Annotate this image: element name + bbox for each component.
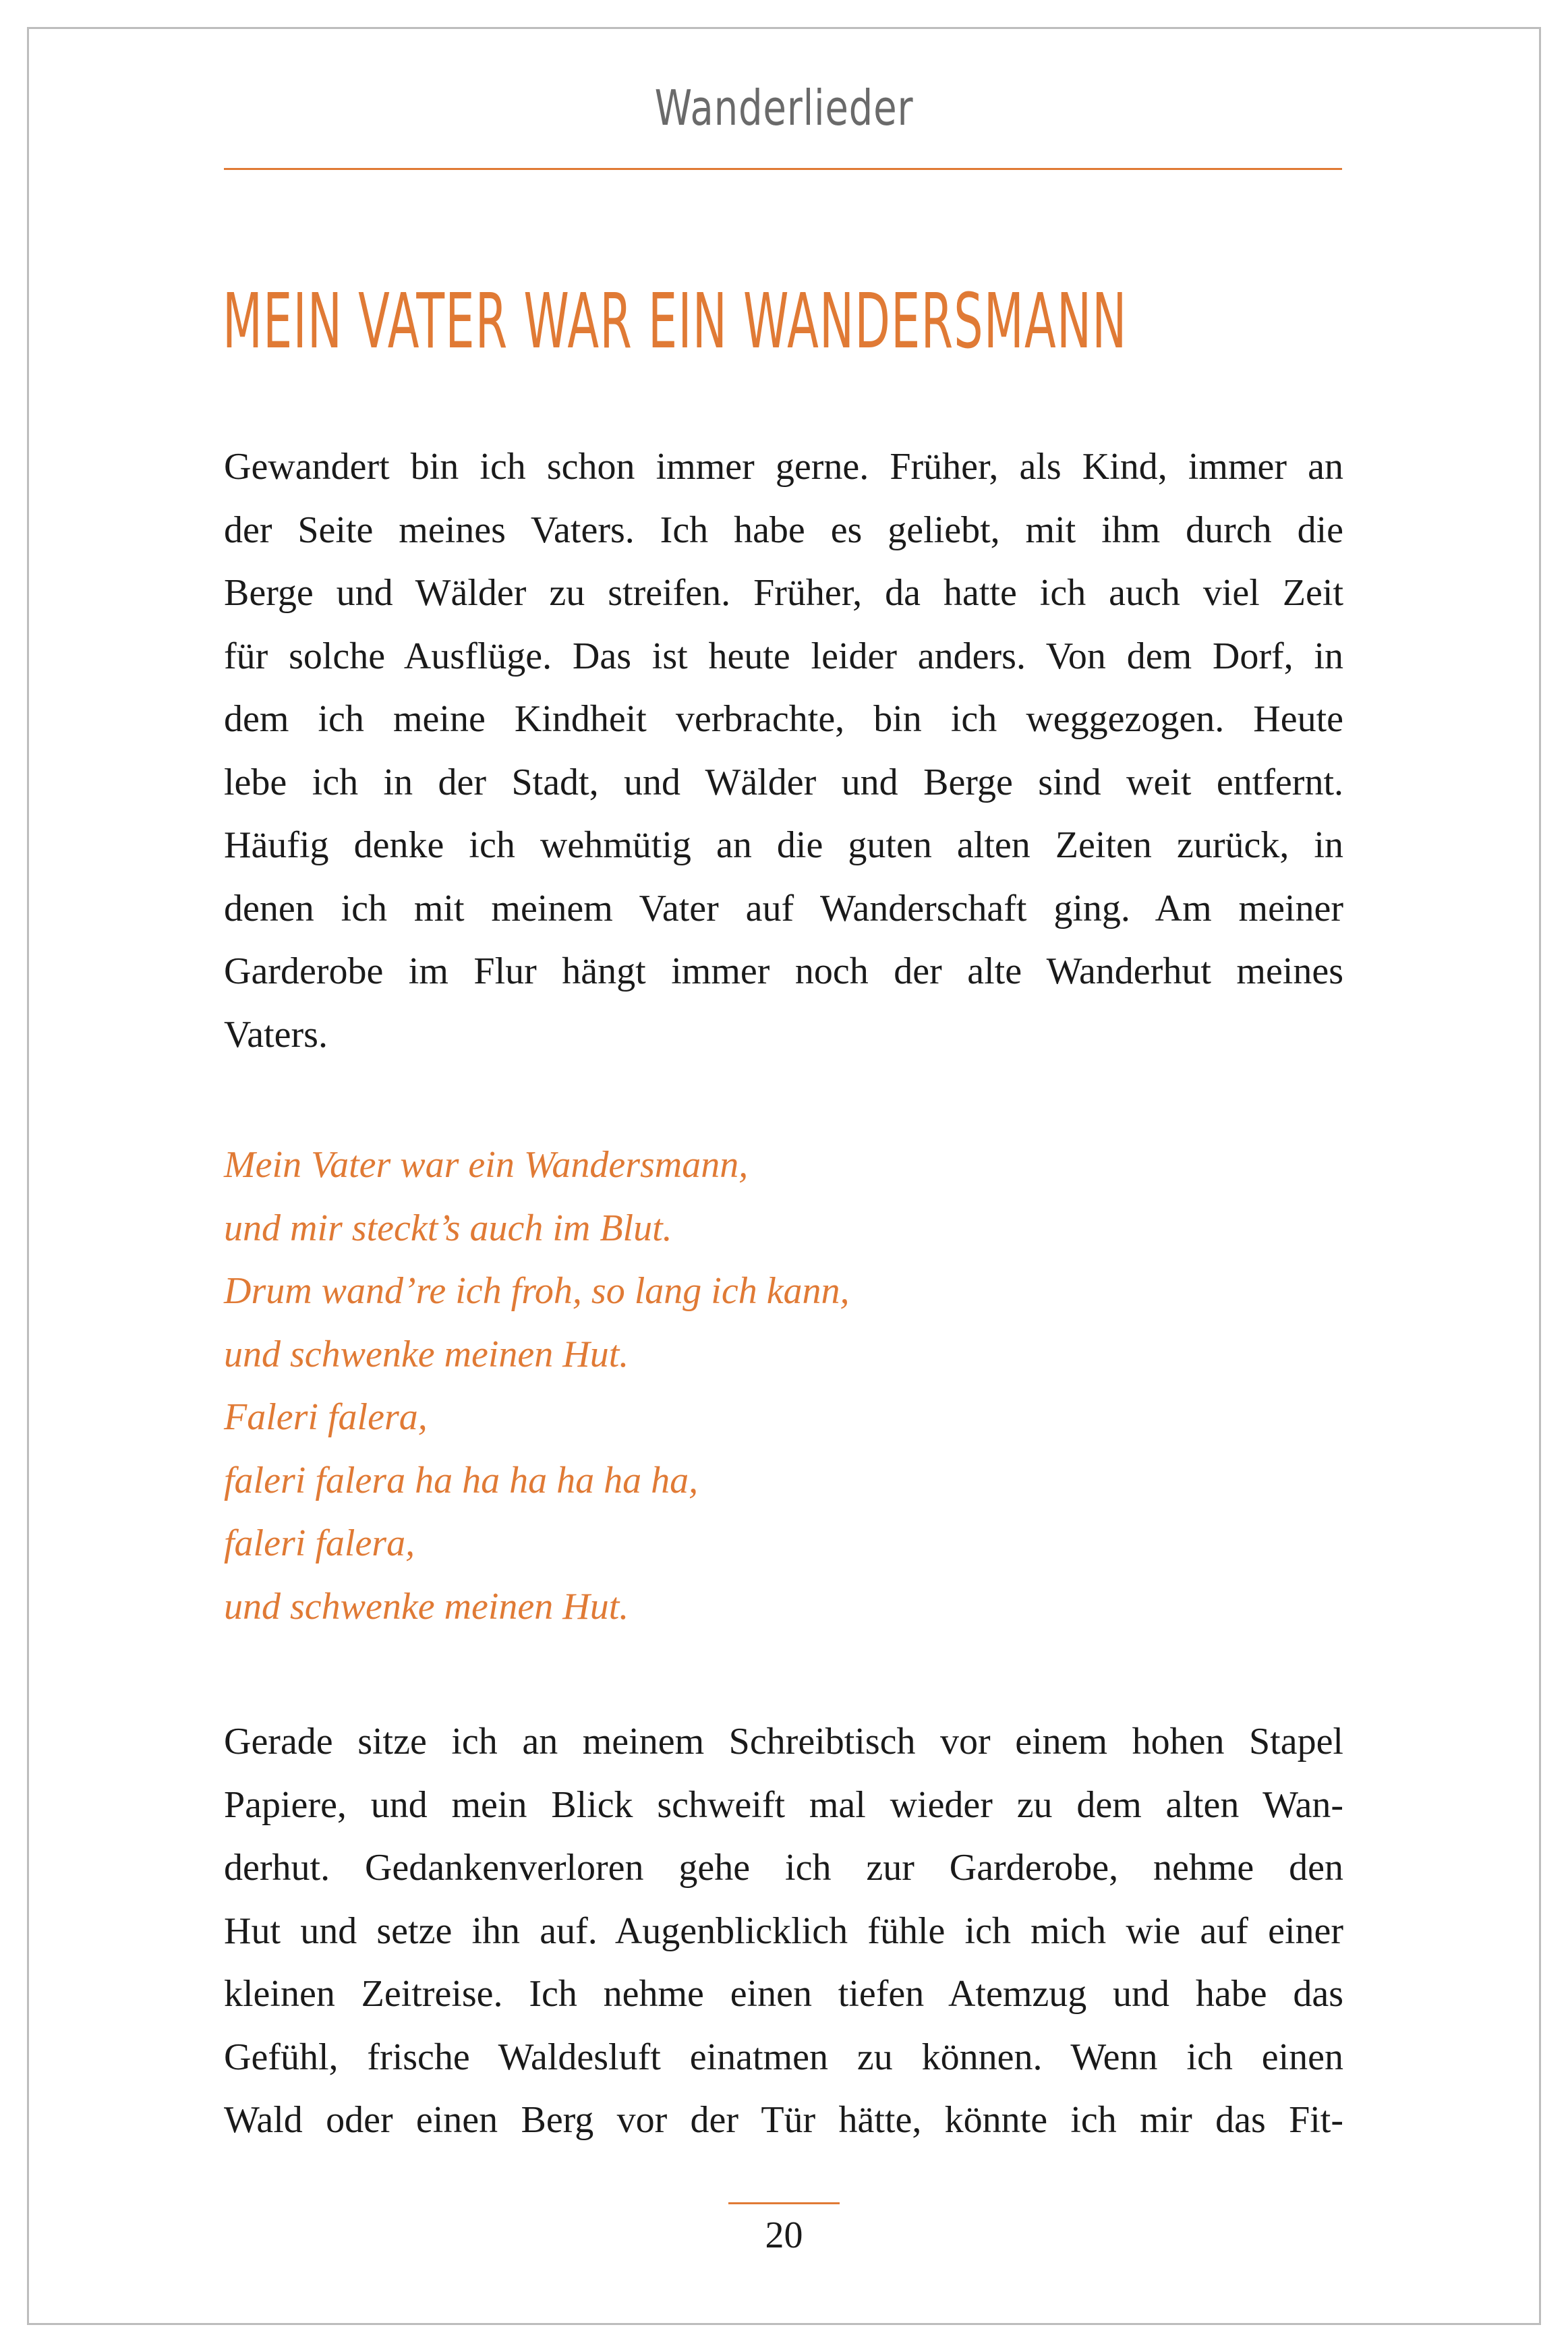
text-line: für solche Ausflüge. Das ist heute leider anders. Von dem Dorf, in [224, 635, 1343, 677]
text-line: Gerade sitze ich an meinem Schreibtisch vor einem hohen Stapel [224, 1721, 1343, 1762]
text-line: kleinen Zeitreise. Ich nehme einen tiefen Atemzug und habe das [224, 1973, 1343, 2015]
body-paragraph-2 [224, 1711, 1343, 2152]
text-line: Gewandert bin ich schon immer gerne. Früher, als Kind, immer an [224, 446, 1343, 488]
text-line: dem ich meine Kindheit verbrachte, bin ich weggezogen. Heute [224, 698, 1343, 740]
verse-line: faleri falera, [224, 1522, 415, 1564]
verse-line: Drum wand’re ich froh, so lang ich kann, [224, 1270, 850, 1312]
text-line: Vaters. [224, 1013, 328, 1056]
verse-line: Faleri falera, [224, 1396, 428, 1438]
text-line: Häufig denke ich wehmütig an die guten alten Zeiten zurück, in [224, 824, 1343, 866]
text-line: Wald oder einen Berg vor der Tür hätte, könnte ich mir das Fit- [224, 2099, 1343, 2141]
text-line: Berge und Wälder zu streifen. Früher, da hatte ich auch viel Zeit [224, 572, 1343, 614]
footer-divider [728, 2202, 840, 2204]
text-line: denen ich mit meinem Vater auf Wanderschaft ging. Am meiner [224, 887, 1343, 929]
text-line: der Seite meines Vaters. Ich habe es geliebt, mit ihm durch die [224, 509, 1343, 551]
text-line: Hut und setze ihn auf. Augenblicklich fühle ich mich wie auf einer [224, 1910, 1343, 1952]
verse-line: und mir steckt’s auch im Blut. [224, 1207, 672, 1249]
page-number: 20 [765, 2214, 803, 2256]
verse-line: faleri falera ha ha ha ha ha ha, [224, 1459, 699, 1501]
text-line: Papiere, und mein Blick schweift mal wieder zu dem alten Wan- [224, 1783, 1343, 1826]
text-line: lebe ich in der Stadt, und Wälder und Berge sind weit entfernt. [224, 761, 1343, 803]
verse-line: und schwenke meinen Hut. [224, 1585, 629, 1628]
running-header: Wanderlieder [654, 80, 914, 136]
song-verse [224, 1134, 1343, 1638]
chapter-title: MEIN VATER WAR EIN WANDERSMANN [223, 278, 1128, 366]
body-paragraph-1 [224, 436, 1343, 1066]
verse-line: Mein Vater war ein Wandersmann, [224, 1144, 749, 1186]
text-line: Garderobe im Flur hängt immer noch der alte Wanderhut meines [224, 950, 1343, 992]
text-line: derhut. Gedankenverloren gehe ich zur Garderobe, nehme den [224, 1847, 1343, 1889]
text-line: Gefühl, frische Waldesluft einatmen zu können. Wenn ich einen [224, 2036, 1343, 2078]
header-divider [224, 168, 1342, 170]
verse-line: und schwenke meinen Hut. [224, 1333, 629, 1375]
